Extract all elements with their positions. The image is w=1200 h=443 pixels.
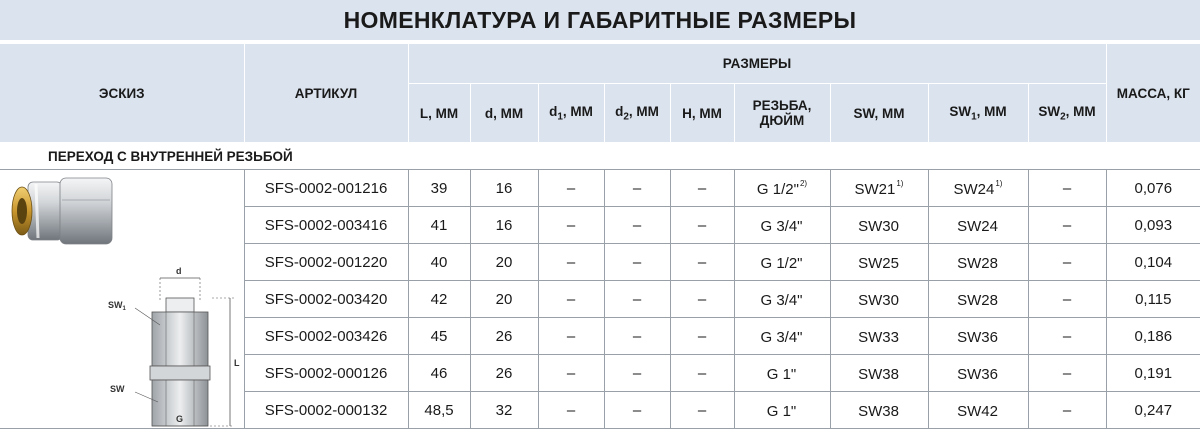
cell-thread: G 3/4"	[734, 281, 830, 318]
cell-sw: SW30	[830, 207, 928, 244]
product-photo	[12, 178, 112, 244]
cell-L: 40	[408, 244, 470, 281]
drawing-label-d: d	[176, 266, 182, 276]
fitting-illustration	[0, 170, 243, 428]
dimensions-table	[0, 44, 1200, 429]
header-dimensions-group: РАЗМЕРЫ	[408, 44, 1106, 84]
drawing-label-G: G	[176, 414, 184, 424]
header-sw2: $SW_2$, ММ	[1028, 84, 1106, 143]
cell-sw2: –	[1028, 318, 1106, 355]
cell-article: SFS-0002-003426	[244, 318, 408, 355]
cell-thread: G 1"	[734, 392, 830, 429]
cell-sw1: SW28	[928, 281, 1028, 318]
cell-d: 20	[470, 281, 538, 318]
cell-d2: –	[604, 355, 670, 392]
cell-H: –	[670, 281, 734, 318]
cell-sw: SW21$^{1)}$	[830, 170, 928, 207]
cell-article: SFS-0002-001216	[244, 170, 408, 207]
cell-sw: SW33	[830, 318, 928, 355]
drawing-label-sw: SW	[110, 384, 125, 394]
cell-d1: –	[538, 170, 604, 207]
cell-d1: –	[538, 244, 604, 281]
cell-d2: –	[604, 244, 670, 281]
cell-L: 46	[408, 355, 470, 392]
cell-sw: SW38	[830, 355, 928, 392]
cell-article: SFS-0002-003420	[244, 281, 408, 318]
cell-d: 32	[470, 392, 538, 429]
header-d1: $d_1$, ММ	[538, 84, 604, 143]
cell-sw1: SW24$^{1)}$	[928, 170, 1028, 207]
header-d2: $d_2$, ММ	[604, 84, 670, 143]
table-row	[0, 170, 1200, 207]
cell-sw1: SW36	[928, 355, 1028, 392]
cell-sw1: SW42	[928, 392, 1028, 429]
cell-article: SFS-0002-000126	[244, 355, 408, 392]
cell-d1: –	[538, 207, 604, 244]
cell-sw1: SW36	[928, 318, 1028, 355]
cell-L: 42	[408, 281, 470, 318]
cell-d1: –	[538, 281, 604, 318]
header-row-group	[0, 44, 1200, 84]
cell-sw2: –	[1028, 244, 1106, 281]
cell-d: 16	[470, 170, 538, 207]
cell-article: SFS-0002-000132	[244, 392, 408, 429]
header-H: H, ММ	[670, 84, 734, 143]
section-title: ПЕРЕХОД С ВНУТРЕННЕЙ РЕЗЬБОЙ	[0, 143, 1200, 170]
cell-L: 39	[408, 170, 470, 207]
cell-d2: –	[604, 318, 670, 355]
cell-d: 20	[470, 244, 538, 281]
cell-H: –	[670, 244, 734, 281]
cell-d2: –	[604, 170, 670, 207]
cell-sw: SW38	[830, 392, 928, 429]
technical-drawing	[135, 278, 234, 426]
cell-L: 48,5	[408, 392, 470, 429]
cell-mass: 0,076	[1106, 170, 1200, 207]
header-L: L, ММ	[408, 84, 470, 143]
cell-L: 41	[408, 207, 470, 244]
cell-d2: –	[604, 392, 670, 429]
cell-article: SFS-0002-001220	[244, 244, 408, 281]
sketch-cell	[0, 170, 244, 429]
cell-sw2: –	[1028, 281, 1106, 318]
cell-thread: G 1"	[734, 355, 830, 392]
cell-sw1: SW24	[928, 207, 1028, 244]
cell-d: 26	[470, 318, 538, 355]
header-sw1: $SW_1$, ММ	[928, 84, 1028, 143]
cell-sw1: SW28	[928, 244, 1028, 281]
drawing-label-L: L	[234, 358, 240, 368]
footnote-mark: 1)	[995, 178, 1003, 188]
cell-H: –	[670, 170, 734, 207]
cell-d: 26	[470, 355, 538, 392]
cell-sw2: –	[1028, 207, 1106, 244]
cell-mass: 0,191	[1106, 355, 1200, 392]
cell-sw2: –	[1028, 355, 1106, 392]
header-d: d, ММ	[470, 84, 538, 143]
cell-thread: G 3/4"	[734, 318, 830, 355]
header-sw: SW, ММ	[830, 84, 928, 143]
footnote-mark: 2)	[799, 178, 808, 188]
cell-thread: G 3/4"	[734, 207, 830, 244]
cell-mass: 0,186	[1106, 318, 1200, 355]
cell-H: –	[670, 207, 734, 244]
cell-thread: G 1/2"	[734, 244, 830, 281]
cell-mass: 0,093	[1106, 207, 1200, 244]
cell-H: –	[670, 355, 734, 392]
sheet-title: НОМЕНКЛАТУРА И ГАБАРИТНЫЕ РАЗМЕРЫ	[0, 0, 1200, 40]
cell-d2: –	[604, 281, 670, 318]
cell-sw: SW30	[830, 281, 928, 318]
cell-mass: 0,104	[1106, 244, 1200, 281]
drawing-label-sw1: $SW_1$	[108, 300, 126, 312]
cell-d: 16	[470, 207, 538, 244]
cell-mass: 0,115	[1106, 281, 1200, 318]
cell-d1: –	[538, 318, 604, 355]
cell-sw2: –	[1028, 170, 1106, 207]
header-mass: МАССА, КГ	[1106, 44, 1200, 143]
cell-sw: SW25	[830, 244, 928, 281]
cell-mass: 0,247	[1106, 392, 1200, 429]
cell-article: SFS-0002-003416	[244, 207, 408, 244]
header-article: АРТИКУЛ	[244, 44, 408, 143]
cell-d2: –	[604, 207, 670, 244]
cell-L: 45	[408, 318, 470, 355]
section-row	[0, 143, 1200, 170]
cell-sw2: –	[1028, 392, 1106, 429]
header-sketch: ЭСКИЗ	[0, 44, 244, 143]
cell-H: –	[670, 392, 734, 429]
cell-d1: –	[538, 355, 604, 392]
cell-d1: –	[538, 392, 604, 429]
cell-thread: G 1/2"$^{2)}$	[734, 170, 830, 207]
footnote-mark: 1)	[896, 178, 904, 188]
header-thread: РЕЗЬБА, ДЮЙМ	[734, 84, 830, 143]
cell-H: –	[670, 318, 734, 355]
